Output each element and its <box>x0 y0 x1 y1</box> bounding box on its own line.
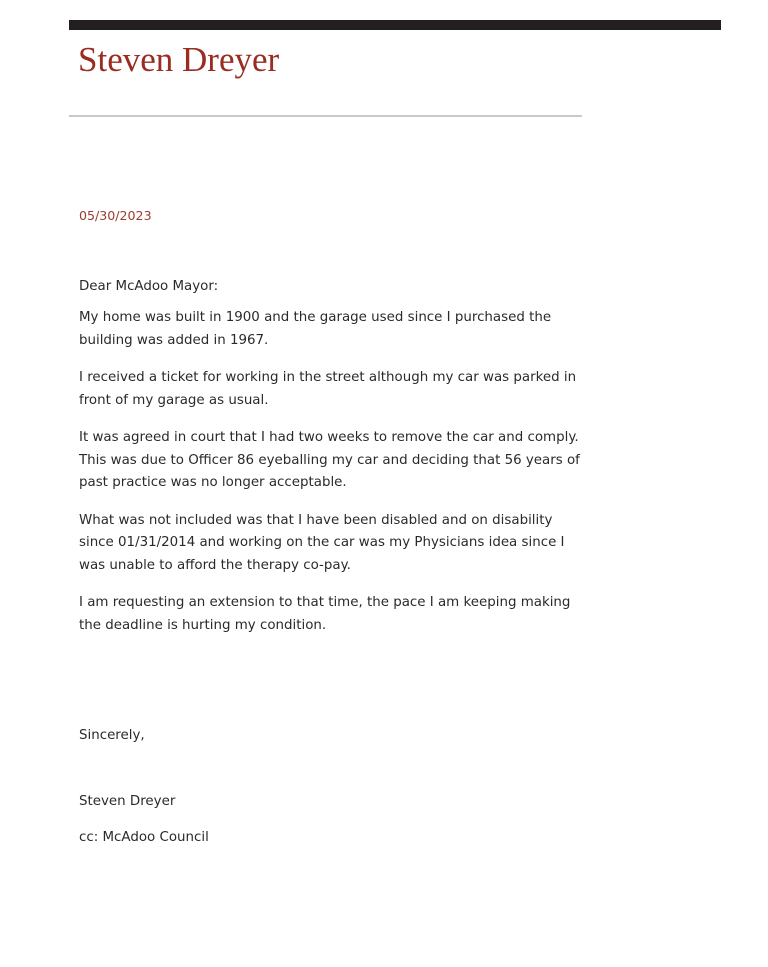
signature-name: Steven Dreyer <box>79 794 176 809</box>
body-paragraph: My home was built in 1900 and the garage used since I purchased the building was added in 1967. <box>79 310 552 348</box>
body-paragraph: What was not included was that I have been disabled and on disability since 01/31/2014 and working on the car was my Physicians idea since I was unable to afford the therapy co-pay. <box>79 512 565 573</box>
body-paragraph: I received a ticket for working in the street although my car was parked in front of my garage as usual. <box>79 370 577 408</box>
letter-date: 05/30/2023 <box>79 208 152 223</box>
letter-body <box>79 307 584 652</box>
salutation: Dear McAdoo Mayor: <box>79 279 219 294</box>
sender-name-heading: Steven Dreyer <box>78 40 280 79</box>
body-paragraph: I am requesting an extension to that time, the pace I am keeping making the deadline is hurting my condition. <box>79 595 571 633</box>
cc-line: cc: McAdoo Council <box>79 830 209 845</box>
body-paragraph: It was agreed in court that I had two weeks to remove the car and comply. This was due to Officer 86 eyeballing my car and deciding that 56 years of past practice was no longer acceptable. <box>79 430 580 490</box>
header-divider <box>69 115 582 117</box>
closing: Sincerely, <box>79 728 145 743</box>
top-rule <box>69 20 721 30</box>
